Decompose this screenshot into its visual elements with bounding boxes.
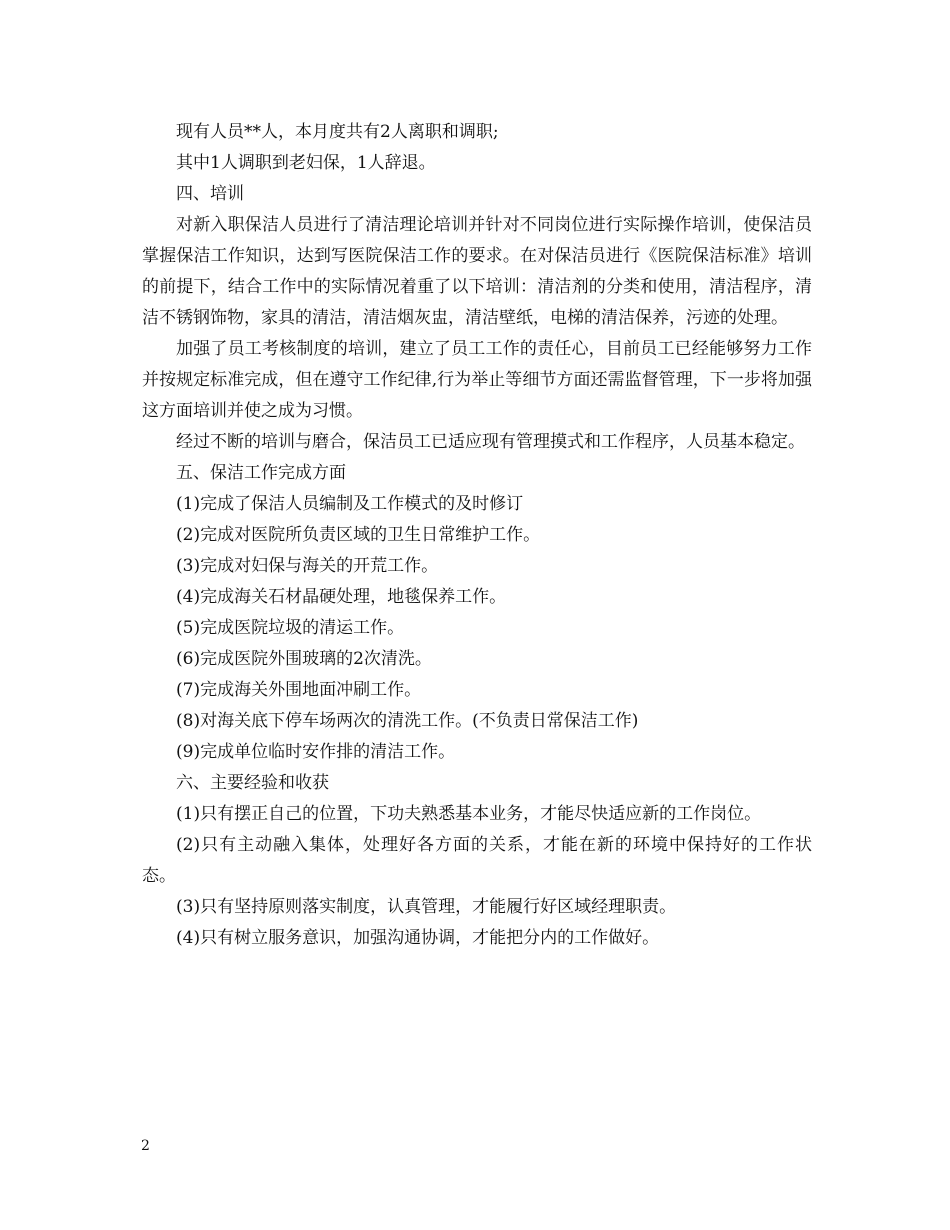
list-item: (2)完成对医院所负责区域的卫生日常维护工作。 <box>176 525 541 545</box>
list-item: (2)只有主动融入集体，处理好各方面的关系，才能在新的环境中保持好的工作状态。 <box>142 835 812 886</box>
list-item: (4)完成海关石材晶硬处理，地毯保养工作。 <box>176 587 507 607</box>
paragraph-staff-count: 现有人员**人，本月度共有2人离职和调职; <box>176 122 499 142</box>
page-number: 2 <box>141 1138 150 1154</box>
list-item: (7)完成海关外围地面冲刷工作。 <box>176 680 422 700</box>
list-item: (6)完成医院外围玻璃的2次清洗。 <box>176 649 432 669</box>
paragraph-staff-transfer: 其中1人调职到老妇保，1人辞退。 <box>176 153 436 173</box>
list-item: (9)完成单位临时安作排的清洁工作。 <box>176 742 456 762</box>
list-item: (8)对海关底下停车场两次的清洗工作。(不负责日常保洁工作) <box>176 711 639 731</box>
section-heading-experience: 六、主要经验和收获 <box>176 773 329 793</box>
list-item: (5)完成医院垃圾的清运工作。 <box>176 618 405 638</box>
list-item: (3)只有坚持原则落实制度，认真管理，才能履行好区域经理职责。 <box>176 897 677 917</box>
document-body <box>142 117 812 954</box>
list-item: (3)完成对妇保与海关的开荒工作。 <box>176 556 439 576</box>
list-item: (1)只有摆正自己的位置，下功夫熟悉基本业务，才能尽快适应新的工作岗位。 <box>176 804 762 824</box>
paragraph-training-details: 对新入职保洁人员进行了清洁理论培训并针对不同岗位进行实际操作培训，使保洁员掌握保洁工作知识，达到写医院保洁工作的要求。在对保洁员进行《医院保洁标准》培训的前提下，结合工作中的实际情况着重了以下培训：清洁剂的分类和使用，清洁程序，清洁不锈钢饰物，家具的清洁，清洁烟灰盅，清洁壁纸，电梯的清洁保养，污迹的处理。 <box>142 215 812 328</box>
list-item: (4)只有树立服务意识，加强沟通协调，才能把分内的工作做好。 <box>176 928 660 948</box>
paragraph-training-result: 经过不断的培训与磨合，保洁员工已适应现有管理摸式和工作程序，人员基本稳定。 <box>176 432 805 452</box>
section-heading-training: 四、培训 <box>176 184 244 204</box>
list-item: (1)完成了保洁人员编制及工作模式的及时修订 <box>176 494 524 514</box>
paragraph-assessment-training: 加强了员工考核制度的培训，建立了员工工作的责任心，目前员工已经能够努力工作并按规定标准完成，但在遵守工作纪律,行为举止等细节方面还需监督管理，下一步将加强这方面培训并使之成为习惯。 <box>142 339 812 421</box>
section-heading-work-completed: 五、保洁工作完成方面 <box>176 463 346 483</box>
